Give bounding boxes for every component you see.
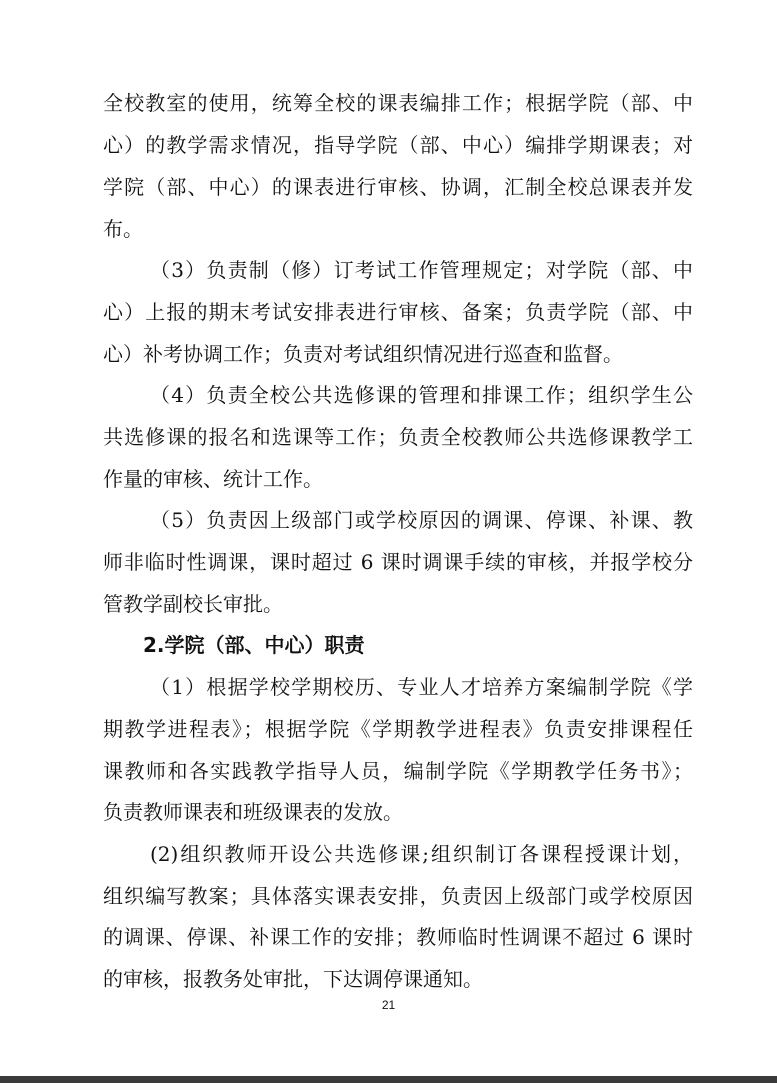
paragraph-line: 作量的审核、统计工作。 bbox=[103, 467, 323, 491]
paragraph-line: 期教学进程表》；根据学院《学期教学进程表》负责安排课程任 bbox=[103, 717, 693, 741]
paragraph-line: 布。 bbox=[103, 217, 143, 241]
paragraph-line: 全校教室的使用，统筹全校的课表编排工作；根据学院（部、中 bbox=[103, 91, 693, 115]
paragraph-line: （5）负责因上级部门或学校原因的调课、停课、补课、教 bbox=[150, 508, 693, 532]
bottom-bar bbox=[0, 1076, 777, 1083]
paragraph-line: 心）上报的期末考试安排表进行审核、备案；负责学院（部、中 bbox=[103, 300, 693, 324]
paragraph-line: 课教师和各实践教学指导人员，编制学院《学期教学任务书》； bbox=[103, 759, 693, 783]
paragraph-line: 的审核，报教务处审批，下达调停课通知。 bbox=[103, 967, 483, 991]
paragraph-line: 学院（部、中心）的课表进行审核、协调，汇制全校总课表并发 bbox=[103, 175, 693, 199]
paragraph-line: 组织编写教案；具体落实课表安排，负责因上级部门或学校原因 bbox=[103, 884, 693, 908]
paragraph-line: 心）的教学需求情况，指导学院（部、中心）编排学期课表；对 bbox=[103, 133, 693, 157]
paragraph-line: (2)组织教师开设公共选修课;组织制订各课程授课计划， bbox=[150, 842, 693, 866]
paragraph-line: （1）根据学校学期校历、专业人才培养方案编制学院《学 bbox=[150, 675, 693, 699]
section-heading: 2.学院（部、中心）职责 bbox=[143, 633, 365, 657]
paragraph-line: 管教学副校长审批。 bbox=[103, 592, 283, 616]
paragraph-line: 的调课、停课、补课工作的安排；教师临时性调课不超过 6 课时 bbox=[103, 925, 693, 949]
paragraph-line: （4）负责全校公共选修课的管理和排课工作；组织学生公 bbox=[150, 383, 693, 407]
paragraph-line: 负责教师课表和班级课表的发放。 bbox=[103, 800, 403, 824]
page-number: 21 bbox=[381, 998, 396, 1012]
paragraph-line: （3）负责制（修）订考试工作管理规定；对学院（部、中 bbox=[150, 258, 693, 282]
paragraph-line: 师非临时性调课，课时超过 6 课时调课手续的审核，并报学校分 bbox=[103, 550, 693, 574]
paragraph-line: 心）补考协调工作；负责对考试组织情况进行巡查和监督。 bbox=[103, 342, 623, 366]
paragraph-line: 共选修课的报名和选课等工作；负责全校教师公共选修课教学工 bbox=[103, 425, 693, 449]
